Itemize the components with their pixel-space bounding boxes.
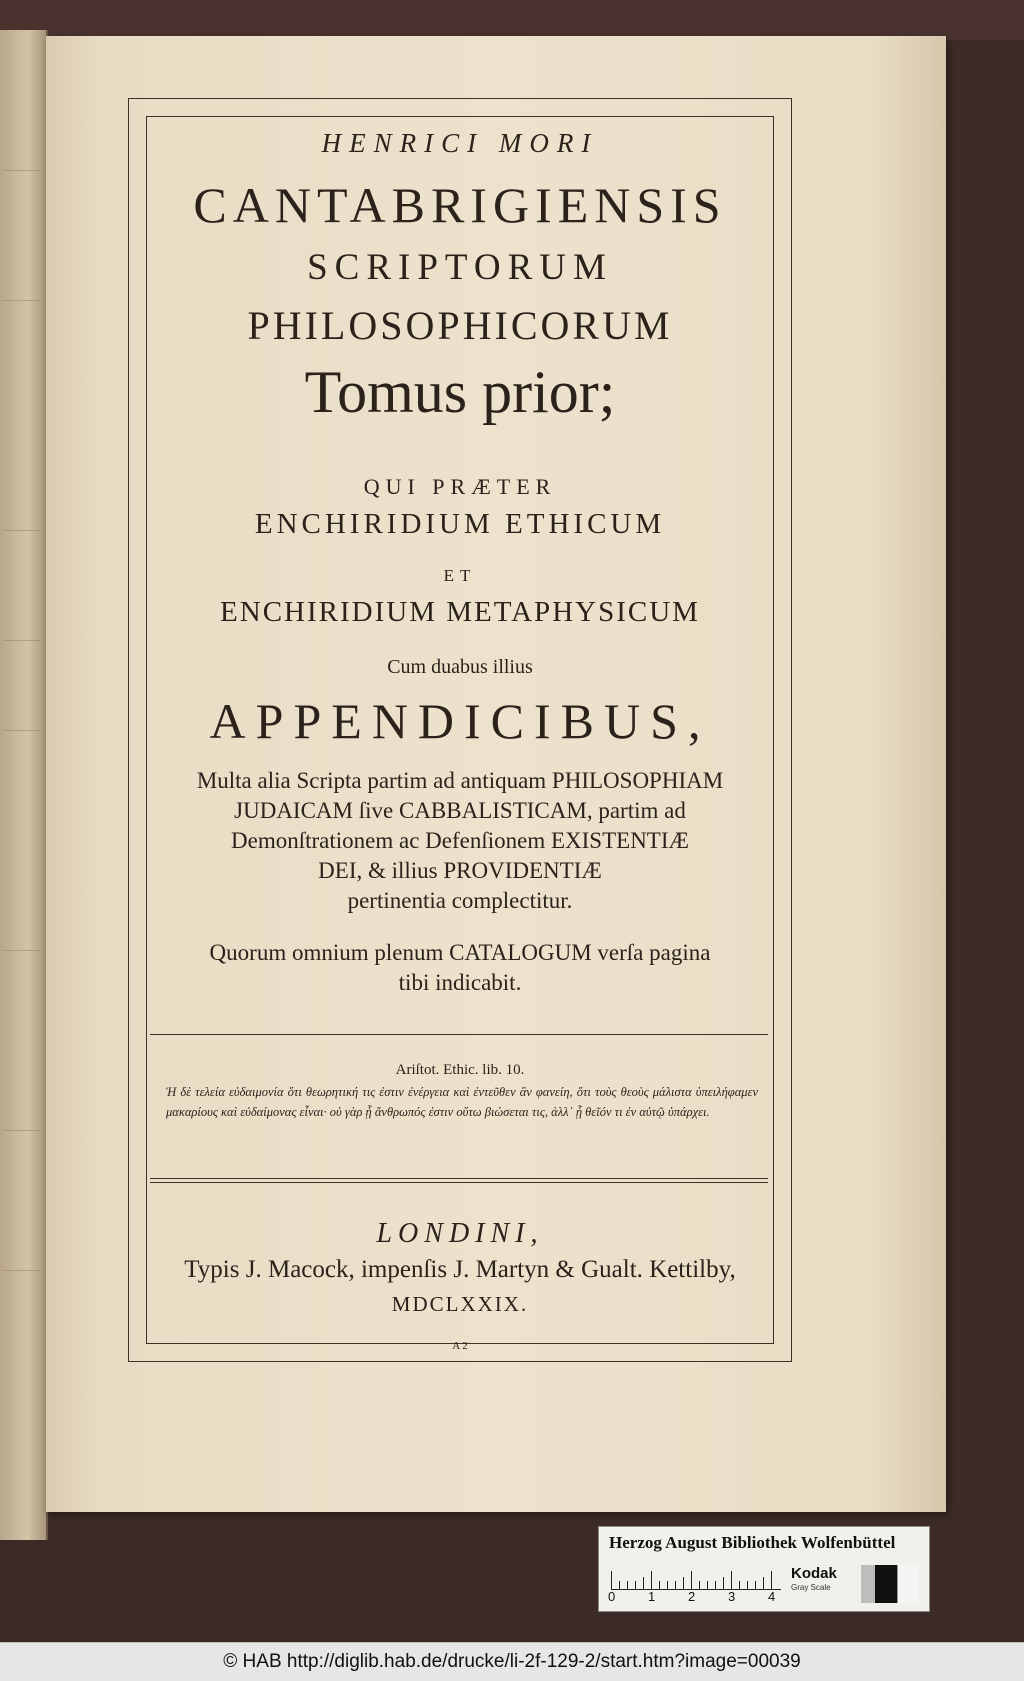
philosophicorum-line: PHILOSOPHICORUM: [247, 303, 673, 348]
catalog-line-2: tibi indicabit.: [398, 970, 522, 995]
description-line-3: Demonſtrationem ac Defenſionem EXISTENTIÆ: [231, 828, 689, 853]
signature-mark: A 2: [452, 1340, 468, 1352]
ruler-number: 3: [728, 1589, 736, 1604]
gray-scale-label: Gray Scale: [791, 1583, 831, 1592]
quote-source: Ariſtot. Ethic. lib. 10.: [395, 1062, 525, 1078]
qui-praeter-line: QUI PRÆTER: [363, 474, 557, 499]
printer-line: Typis J. Macock, impenſis J. Martyn & Gualt. Kettilby,: [184, 1256, 736, 1283]
description-line-5: pertinentia complectitur.: [347, 888, 573, 913]
ruler-number: 1: [648, 1589, 656, 1604]
ruler-number: 4: [768, 1589, 776, 1604]
title-page: [46, 36, 946, 1512]
gray-swatch-mid: [897, 1565, 918, 1603]
enchiridium-ethicum-line: ENCHIRIDIUM ETHICUM: [254, 508, 666, 540]
author-line: HENRICI MORI: [321, 128, 599, 158]
kodak-logo: Kodak: [791, 1565, 837, 1582]
description-line-4: DEI, & illius PROVIDENTIÆ: [318, 858, 602, 883]
enchiridium-metaphysicum-line: ENCHIRIDIUM METAPHYSICUM: [220, 596, 700, 628]
catalog-line-1: Quorum omnium plenum CATALOGUM verſa pagina: [209, 940, 711, 965]
rule-upper: [150, 1034, 768, 1035]
cantabrigiensis-line: CANTABRIGIENSIS: [193, 177, 727, 233]
year-line: MDCLXXIX.: [391, 1292, 529, 1316]
appendicibus-line: APPENDICIBUS,: [209, 693, 711, 749]
cum-duabus-line: Cum duabus illius: [387, 656, 533, 678]
scale-ruler: [611, 1567, 781, 1590]
color-card: [598, 1526, 930, 1612]
et-line: ET: [443, 566, 477, 585]
description-line-1: Multa alia Scripta partim ad antiquam PHILOSOPHIAM: [196, 768, 724, 793]
tomus-line: Tomus prior;: [304, 359, 616, 425]
ruler-number: 0: [608, 1589, 616, 1604]
scriptorum-line: SCRIPTORUM: [307, 247, 613, 288]
left-page-edge: [0, 30, 48, 1540]
gray-swatch-light: [861, 1565, 875, 1603]
greek-quote: Ἡ δὲ τελεία εὐδαιμονία ὅτι θεωρητική τις ἐστιν ἐνέργεια καὶ ἐντεῦθεν ἂν φανείη, ὅτι τοὺς θεοὺς μάλιστα ὑπειλήφαμεν μακαρίους καὶ εὐδαίμονας εἶναι· οὐ γὰρ ᾗ ἄνθρωπός ἐστιν οὕτω βιώσεται τις, ἀλλ᾽ ᾗ θεῖόν τι ἐν αὐτῷ ὑπάρχει.: [166, 1085, 758, 1119]
copyright-footer: © HAB http://diglib.hab.de/drucke/li-2f-129-2/start.htm?image=00039: [0, 1642, 1024, 1681]
city-line: LONDINI,: [376, 1218, 544, 1249]
ruler-number: 2: [688, 1589, 696, 1604]
card-title: Herzog August Bibliothek Wolfenbüttel: [609, 1533, 896, 1552]
rule-lower: [150, 1178, 768, 1183]
background-top: [0, 0, 1024, 40]
gray-swatch-dark: [875, 1565, 897, 1603]
description-line-2: JUDAICAM ſive CABBALISTICAM, partim ad: [234, 798, 686, 823]
